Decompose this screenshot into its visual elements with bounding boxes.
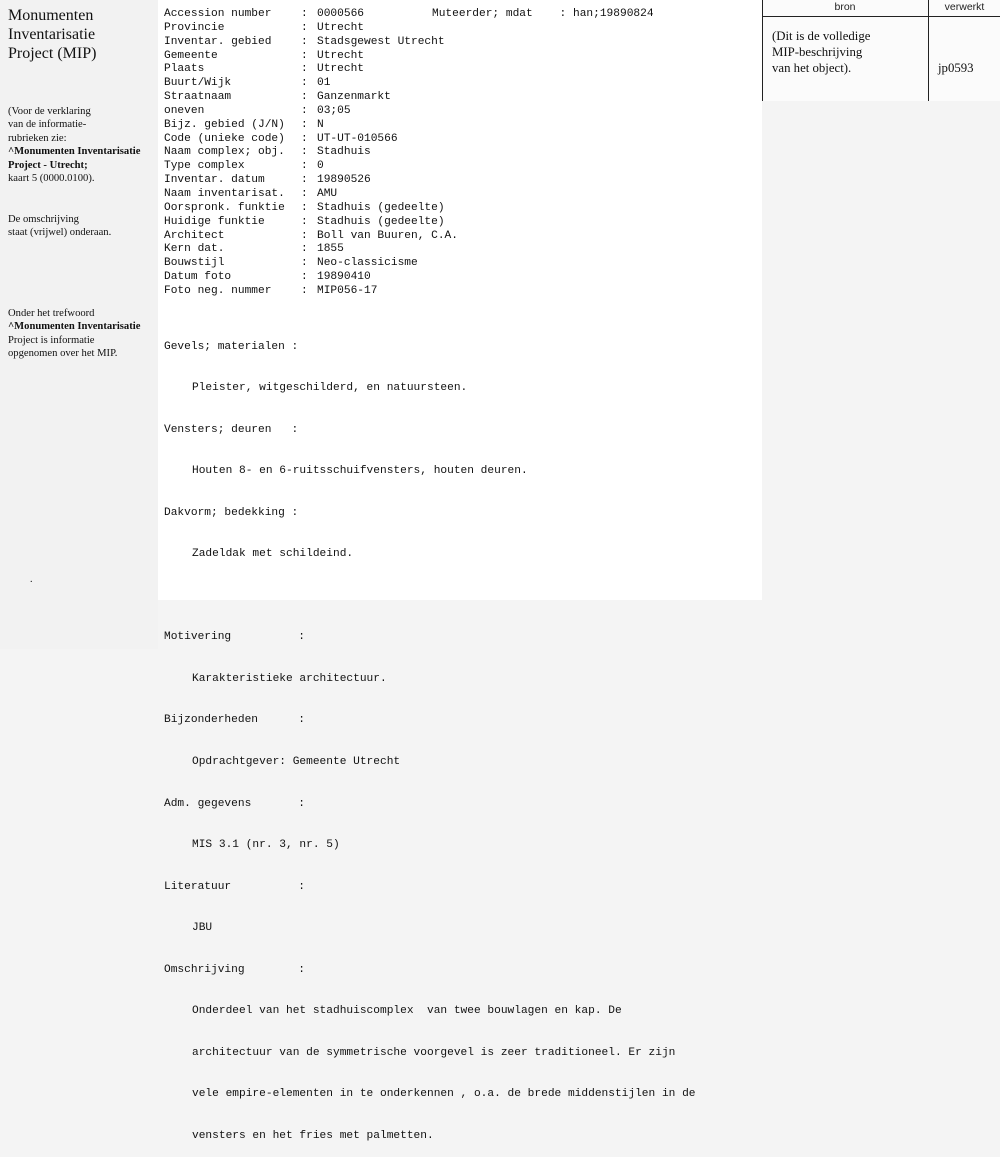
- adm-label: Adm. gegevens :: [164, 797, 305, 810]
- field-separator: :: [301, 271, 308, 284]
- field-value: 19890410: [317, 271, 371, 284]
- field-label: Type complex: [164, 160, 245, 173]
- field-row: [164, 271, 458, 285]
- omschrijving-line: vensters en het fries met palmetten.: [192, 1129, 434, 1142]
- note-line: van de informatie-: [8, 119, 87, 131]
- field-label: Gemeente: [164, 49, 218, 62]
- field-separator: :: [301, 187, 308, 200]
- field-separator: :: [301, 104, 308, 117]
- field-value: N: [317, 118, 324, 131]
- field-value: MIP056-17: [317, 284, 378, 297]
- source-note-line: (Dit is de volledige: [772, 29, 871, 43]
- field-row: [164, 119, 458, 133]
- field-row: [164, 22, 458, 36]
- stray-dot: .: [30, 574, 33, 585]
- field-value: Boll van Buuren, C.A.: [317, 229, 458, 242]
- field-row: [164, 63, 458, 77]
- field-label: Huidige funktie: [164, 215, 265, 228]
- motivering-label: Motivering :: [164, 631, 305, 644]
- source-note-line: MIP-beschrijving: [772, 45, 863, 59]
- field-separator: :: [301, 174, 308, 187]
- description-section: [164, 313, 696, 1157]
- field-row: [164, 188, 458, 202]
- bijzonderheden-label: Bijzonderheden :: [164, 714, 305, 727]
- field-value: Ganzenmarkt: [317, 91, 391, 104]
- field-row: [164, 50, 458, 64]
- dakvorm-text: Zadeldak met schildeind.: [192, 548, 354, 561]
- field-row: [164, 202, 458, 216]
- omschrijving-label: Omschrijving :: [164, 963, 305, 976]
- field-separator: :: [301, 132, 308, 145]
- field-label: Buurt/Wijk: [164, 77, 232, 90]
- field-label: Plaats: [164, 63, 205, 76]
- adm-text: MIS 3.1 (nr. 3, nr. 5): [192, 839, 340, 852]
- literatuur-text: JBU: [192, 922, 213, 935]
- field-label: Foto neg. nummer: [164, 284, 272, 297]
- field-row: [164, 146, 458, 160]
- note-line: De omschrijving: [8, 214, 79, 225]
- field-separator: :: [301, 201, 308, 214]
- source-note: [772, 28, 922, 76]
- source-box: [762, 0, 1000, 101]
- mip-title: [8, 6, 158, 63]
- omschrijving-line: architectuur van de symmetrische voorgevel is zeer traditioneel. Er zijn: [192, 1046, 676, 1059]
- note-line: staat (vrijwel) onderaan.: [8, 227, 112, 239]
- field-label: Naam complex; obj.: [164, 146, 285, 159]
- field-separator: :: [301, 8, 308, 20]
- field-row: [164, 174, 458, 188]
- field-separator: :: [301, 160, 308, 173]
- field-label: Provincie: [164, 21, 225, 34]
- field-separator: :: [301, 77, 308, 90]
- note-line: ^Monumenten Inventarisatie: [8, 321, 141, 333]
- note-line: Onder het trefwoord: [8, 308, 95, 319]
- field-separator: :: [301, 21, 308, 34]
- bijzonderheden-text: Opdrachtgever: Gemeente Utrecht: [192, 756, 401, 768]
- keyword-note: [8, 307, 158, 361]
- field-separator: :: [301, 284, 308, 297]
- omschrijving-line: vele empire-elementen in te onderkennen , o.a. de brede middenstijlen in de: [192, 1088, 696, 1101]
- verwerkt-header: verwerkt: [944, 1, 985, 13]
- literatuur-label: Literatuur :: [164, 880, 305, 893]
- field-value: 0000566: [317, 8, 364, 20]
- field-label: Architect: [164, 229, 225, 242]
- field-separator: :: [301, 229, 308, 242]
- field-separator: :: [301, 49, 308, 62]
- spacer: [164, 590, 696, 604]
- note-line: kaart 5 (0000.0100).: [8, 173, 95, 185]
- field-label: Accession number: [164, 8, 272, 20]
- mip-title-line: Monumenten: [8, 7, 94, 24]
- bron-header: bron: [834, 1, 856, 13]
- field-value: Utrecht: [317, 63, 364, 76]
- field-label: Bouwstijl: [164, 257, 225, 270]
- note-line: Project - Utrecht;: [8, 159, 88, 171]
- field-label: Code (unieke code): [164, 132, 285, 145]
- field-value: 01: [317, 77, 331, 90]
- field-value: Stadhuis: [317, 146, 371, 159]
- vensters-label: Vensters; deuren :: [164, 423, 299, 436]
- field-value: 03;05: [317, 104, 351, 117]
- field-row: [164, 160, 458, 174]
- mip-title-line: Project (MIP): [8, 45, 97, 62]
- field-row: [164, 257, 458, 271]
- field-row: [164, 8, 458, 22]
- field-label: Inventar. datum: [164, 174, 265, 187]
- motivering-text: Karakteristieke architectuur.: [192, 672, 387, 685]
- field-value: Utrecht: [317, 49, 364, 62]
- field-label: Bijz. gebied (J/N): [164, 118, 285, 131]
- field-value: 1855: [317, 243, 344, 256]
- field-separator: :: [301, 63, 308, 76]
- source-note-line: van het object).: [772, 61, 852, 75]
- field-row: [164, 105, 458, 119]
- processed-code: jp0593: [938, 61, 974, 75]
- note-line: (Voor de verklaring: [8, 106, 91, 117]
- field-label: oneven: [164, 104, 205, 117]
- source-box-header-line: [762, 16, 1000, 17]
- field-row: [164, 285, 458, 299]
- field-value: 0: [317, 160, 324, 173]
- field-separator: :: [301, 91, 308, 104]
- note-line: Project is informatie: [8, 334, 95, 346]
- field-separator: :: [301, 243, 308, 256]
- record-fields: [164, 8, 458, 299]
- field-row: [164, 91, 458, 105]
- field-value: Stadsgewest Utrecht: [317, 35, 445, 48]
- field-label: Oorspronk. funktie: [164, 201, 285, 214]
- mip-title-line: Inventarisatie: [8, 26, 96, 43]
- field-value: 19890526: [317, 174, 371, 187]
- dakvorm-label: Dakvorm; bedekking :: [164, 506, 299, 519]
- field-label: Straatnaam: [164, 91, 232, 104]
- field-value: Neo-classicisme: [317, 257, 418, 270]
- field-separator: :: [301, 118, 308, 131]
- field-separator: :: [301, 35, 308, 48]
- field-separator: :: [301, 215, 308, 228]
- vensters-text: Houten 8- en 6-ruitsschuifvensters, houten deuren.: [192, 465, 528, 478]
- field-value: Stadhuis (gedeelte): [317, 201, 445, 214]
- field-value: UT-UT-010566: [317, 132, 398, 145]
- description-note: [8, 213, 158, 240]
- note-line: opgenomen over het MIP.: [8, 348, 118, 360]
- field-separator: :: [301, 146, 308, 159]
- field-label: Kern dat.: [164, 243, 225, 256]
- note-line: ^Monumenten Inventarisatie: [8, 146, 141, 158]
- field-separator: :: [301, 257, 308, 270]
- field-value: Stadhuis (gedeelte): [317, 215, 445, 228]
- note-line: rubrieken zie:: [8, 132, 67, 144]
- field-label: Naam inventarisat.: [164, 187, 285, 200]
- field-label: Datum foto: [164, 271, 232, 284]
- gevels-label: Gevels; materialen :: [164, 340, 299, 353]
- muteerder-field: Muteerder; mdat : han;19890824: [432, 8, 654, 20]
- field-value: Utrecht: [317, 21, 364, 34]
- field-row: [164, 216, 458, 230]
- explanation-note: [8, 105, 158, 185]
- field-row: [164, 133, 458, 147]
- omschrijving-line: Onderdeel van het stadhuiscomplex van twee bouwlagen en kap. De: [192, 1005, 622, 1018]
- field-value: AMU: [317, 187, 338, 200]
- gevels-text: Pleister, witgeschilderd, en natuursteen.: [192, 382, 468, 395]
- field-row: [164, 77, 458, 91]
- field-row: [164, 230, 458, 244]
- field-label: Inventar. gebied: [164, 35, 272, 48]
- field-row: [164, 36, 458, 50]
- field-row: [164, 243, 458, 257]
